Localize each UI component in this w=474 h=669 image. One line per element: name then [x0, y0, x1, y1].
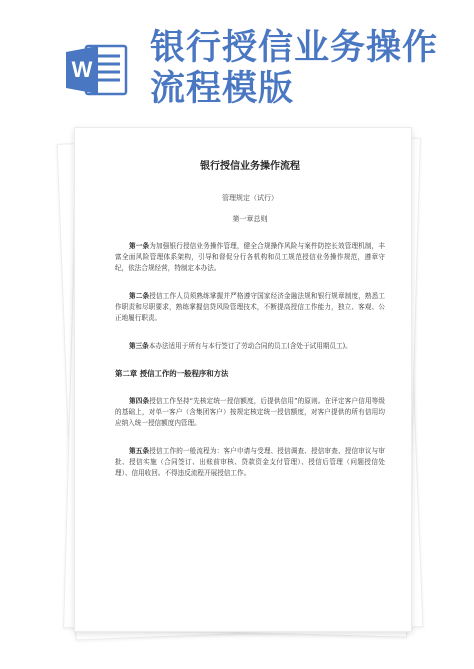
article-paragraph — [115, 291, 385, 324]
article-text: 为加强银行授信业务操作管理，健全合规操作风险与案件防控长效管理机制，丰富全面风险管理体系架构，引导和督促分行各机构和员工规范授信业务操作规范，遵章守纪，依法合规经营，特制定本办法。 — [115, 242, 386, 272]
article-paragraph — [115, 341, 385, 352]
article-label: 第四条 — [129, 397, 150, 405]
word-document-icon — [66, 42, 128, 98]
article-text: 本办法适用于所有与本行签订了劳动合同的员工(含处于试用期员工)。 — [148, 342, 352, 350]
article-text: 授信工作人员须熟练掌握并严格遵守国家经济金融法规和银行规章制度，熟悉工作职责和尽职要求，熟练掌握信贷风险管理技术，不断提高授信工作能力，独立、客观、公正地履行职责。 — [115, 292, 386, 322]
article-text: 授信工作坚持“先核定统一授信额度，后提供信用”的原则。在评定客户信用等级的基础上，对单一客户（含集团客户）按规定核定统一授信额度，对客户提供的所有信用均应纳入统一授信额度内管理。 — [115, 397, 385, 427]
article-label: 第五条 — [129, 447, 150, 455]
header-banner — [0, 0, 474, 115]
article-paragraph — [115, 241, 385, 274]
svg-text:W: W — [71, 57, 93, 82]
page-title: 银行授信业务操作流程模版 — [150, 28, 439, 109]
article-label: 第三条 — [129, 342, 149, 350]
article-text: 授信工作的一般流程为：客户申请与受理、授信调查、授信审查、授信审议与审批、授信实施（合同签订、出账前审核、贷款资金支付管理）、授信后管理（问题授信处理）、信用收回。不得违反流程开展授信工作。 — [115, 447, 386, 477]
document-body — [115, 160, 385, 479]
article-label: 第一条 — [129, 242, 150, 250]
chapter-heading: 第一章总则 — [232, 215, 268, 223]
document-title: 银行授信业务操作流程 — [200, 161, 300, 172]
document-subtitle: 管理规定（试行） — [222, 194, 278, 202]
article-label: 第二条 — [129, 292, 150, 300]
article-paragraph — [115, 396, 385, 429]
chapter-heading: 第二章 授信工作的一般程序和方法 — [115, 369, 229, 378]
article-paragraph — [115, 446, 385, 479]
